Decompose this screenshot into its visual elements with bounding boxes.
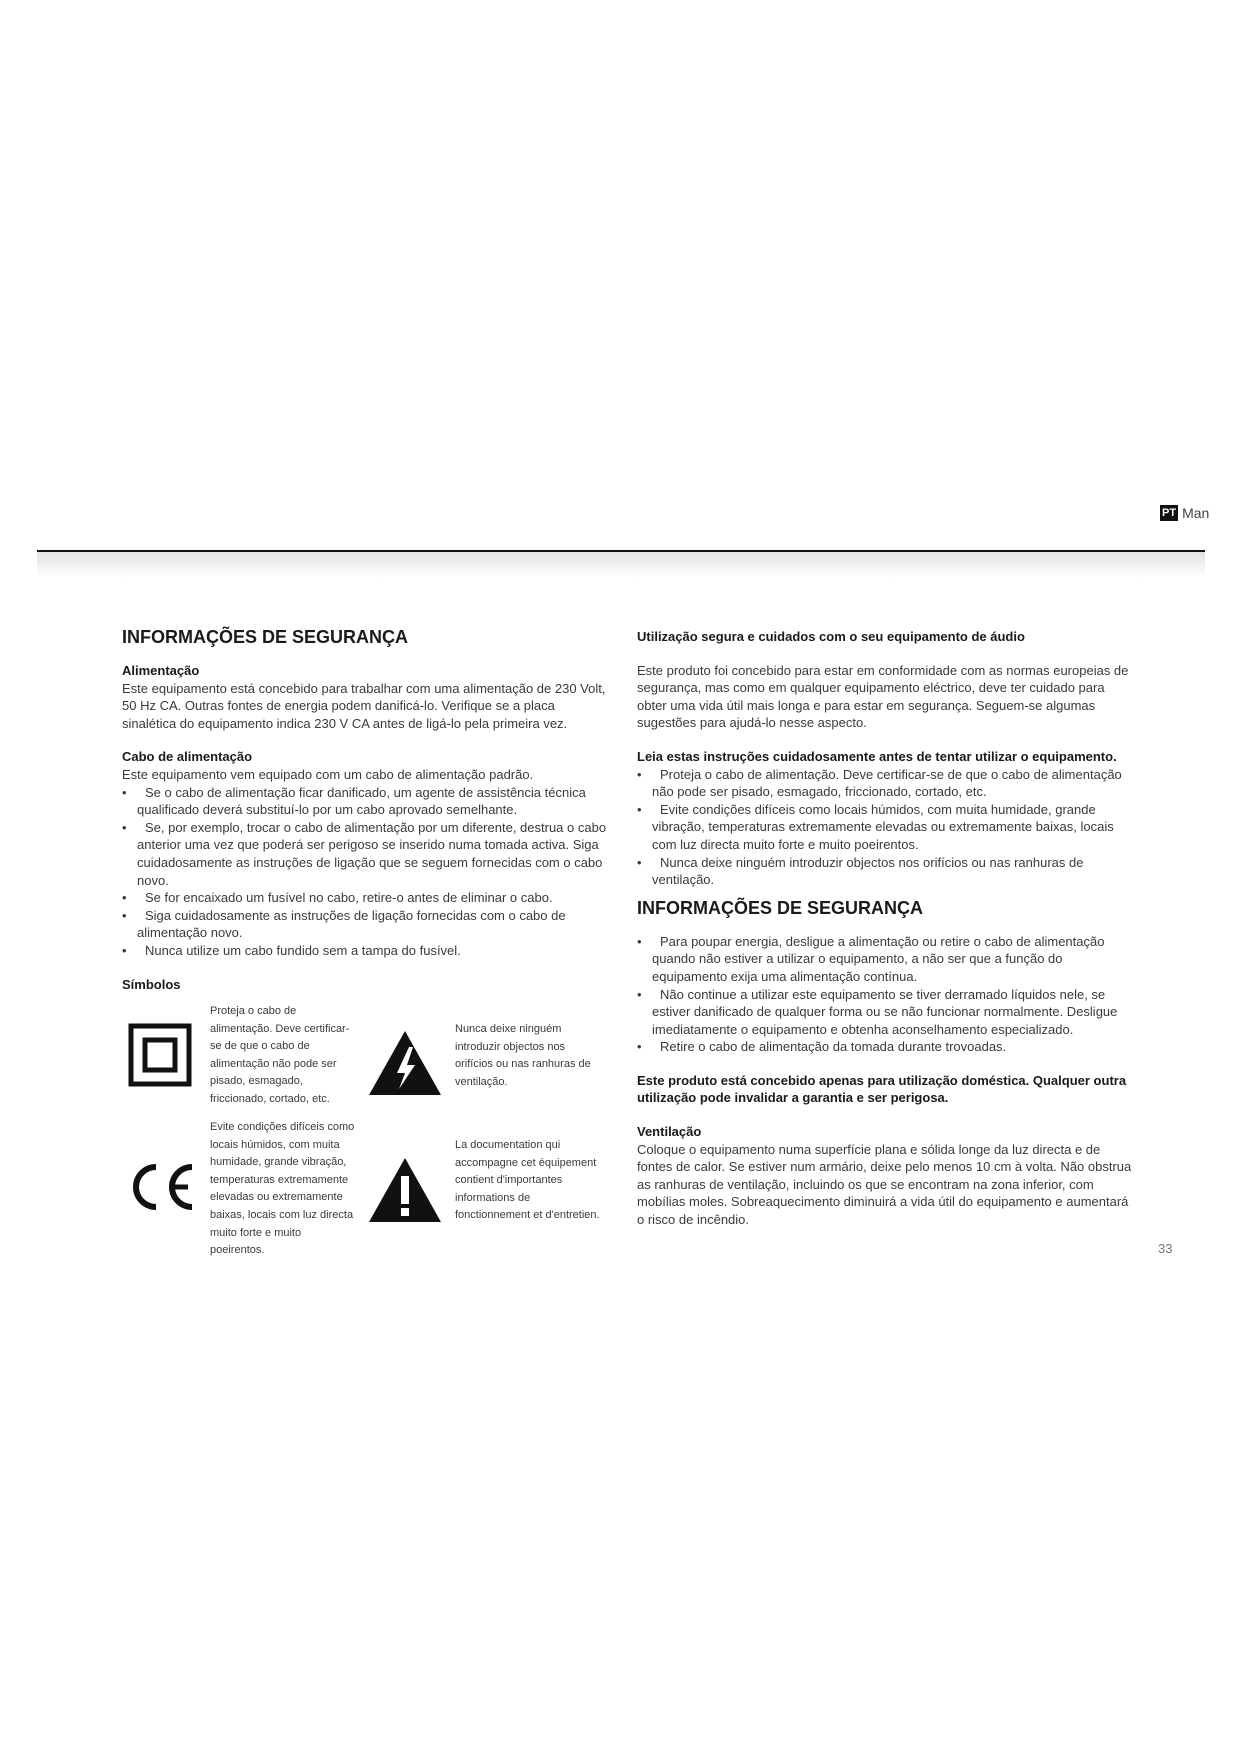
exclamation-text: La documentation qui accompagne cet équipement contient d'importantes informations de fonctionnement et d'entretien. [455, 1139, 600, 1222]
page-number: 33 [1158, 1241, 1173, 1256]
list-item: • Siga cuidadosamente as instruções de ligação fornecidas com o cabo de alimentação novo. [122, 907, 610, 942]
double-insulation-icon [128, 1023, 192, 1087]
cable-list [122, 784, 610, 960]
domestic-use-note: Este produto está concebido apenas para utilização doméstica. Qualquer outra utilização pode invalidar a garantia e ser perigosa. [637, 1072, 1127, 1106]
list-item: • Se o cabo de alimentação ficar danificado, um agente de assistência técnica qualificado deverá substituí-lo por um cabo aprovado semelhante. [122, 784, 610, 819]
right-column [637, 626, 1137, 1229]
lightning-warning-icon [367, 1029, 443, 1097]
exclamation-warning-icon [367, 1156, 443, 1224]
list-item: • Não continue a utilizar este equipamento se tiver derramado líquidos nele, se estiver danificado de qualquer forma ou se não funcionar normalmente. Desligue imediatamente o equipamento e obtenha aconselhamento especializado. [637, 986, 1137, 1039]
list-item: • Nunca utilize um cabo fundido sem a tampa do fusível. [122, 942, 610, 960]
double-insulation-text: Proteja o cabo de alimentação. Deve certificar-se de que o cabo de alimentação não pode ser pisado, esmagado, friccionado, cortado, etc. [210, 1005, 350, 1106]
power-heading: Alimentação [122, 663, 200, 678]
read-list [637, 766, 1137, 889]
symbols-heading: Símbolos [122, 976, 181, 992]
language-badge: PT [1162, 507, 1177, 519]
ventilation-heading: Ventilação [637, 1124, 702, 1140]
safety-title-left: INFORMAÇÕES DE SEGURANÇA [122, 627, 409, 647]
safety-title-right: INFORMAÇÕES DE SEGURANÇA [637, 897, 924, 918]
symbols-grid [122, 1003, 622, 1273]
ce-mark-icon [126, 1161, 198, 1213]
power-text: Este equipamento está concebido para trabalhar com uma alimentação de 230 Volt, 50 Hz CA. Outras fontes de energia podem danificá-lo. Verifique se a placa sinalética do equipamento indica 230 V CA antes de ligá-lo pela primeira vez. [122, 680, 606, 731]
care-heading: Utilização segura e cuidados com o seu equipamento de áudio [637, 629, 1025, 644]
ce-text: Evite condições difíceis como locais húmidos, com muita humidade, grande vibração, temperaturas extremamente elevadas ou extremamente baixas, locais com luz directa muito forte e muito poeirentos. [210, 1121, 355, 1257]
section-word: Man [1182, 505, 1210, 521]
list-item: • Proteja o cabo de alimentação. Deve certificar-se de que o cabo de alimentação não pode ser pisado, esmagado, friccionado, cortado, etc. [637, 766, 1137, 801]
list-item: • Para poupar energia, desligue a alimentação ou retire o cabo de alimentação quando não estiver a utilizar o equipamento, a não ser que a função do equipamento exija uma alimentação contínua. [637, 933, 1137, 986]
left-column [122, 626, 610, 1273]
list-item: • Retire o cabo de alimentação da tomada durante trovoadas. [637, 1038, 1137, 1056]
list-item: • Nunca deixe ninguém introduzir objectos nos orifícios ou nas ranhuras de ventilação. [637, 854, 1137, 889]
lightning-text: Nunca deixe ninguém introduzir objectos nos orifícios ou nas ranhuras de ventilação. [455, 1023, 591, 1088]
list-item: • Evite condições difíceis como locais húmidos, com muita humidade, grande vibração, temperaturas extremamente elevadas ou extremamente baixas, locais com luz directa muito forte e muito poeirentos. [637, 801, 1137, 854]
list-item: • Se, por exemplo, trocar o cabo de alimentação por um diferente, destrua o cabo anterior uma vez que poderá ser perigoso se inserido numa tomada activa. Siga cuidadosamente as instruções de ligação que se seguem fornecidas com o cabo novo. [122, 819, 610, 889]
list-item: • Se for encaixado um fusível no cabo, retire-o antes de eliminar o cabo. [122, 889, 610, 907]
read-heading: Leia estas instruções cuidadosamente antes de tentar utilizar o equipamento. [637, 748, 1117, 764]
page-tag [1160, 505, 1209, 521]
header-rule-shadow [37, 552, 1205, 578]
cable-intro: Este equipamento vem equipado com um cabo de alimentação padrão. [122, 766, 534, 782]
care-text: Este produto foi concebido para estar em conformidade com as normas europeias de segurança, mas como em qualquer equipamento eléctrico, deve ter cuidado para obter uma vida útil mais longa e para estar em segurança. Seguem-se algumas sugestões para ajudá-lo nesse aspecto. [637, 662, 1129, 731]
cable-heading: Cabo de alimentação [122, 749, 253, 765]
safety-list [637, 933, 1137, 1056]
ventilation-text: Coloque o equipamento numa superfície plana e sólida longe da luz directa e de fontes de calor. Se estiver num armário, deixe pelo menos 10 cm à volta. Não obstrua as ranhuras de ventilação, incluindo os que se encontram na zona inferior, com mobílias moles. Sobreaquecimento diminuirá a vida útil do equipamento e aumentará o risco de incêndio. [637, 1141, 1132, 1228]
